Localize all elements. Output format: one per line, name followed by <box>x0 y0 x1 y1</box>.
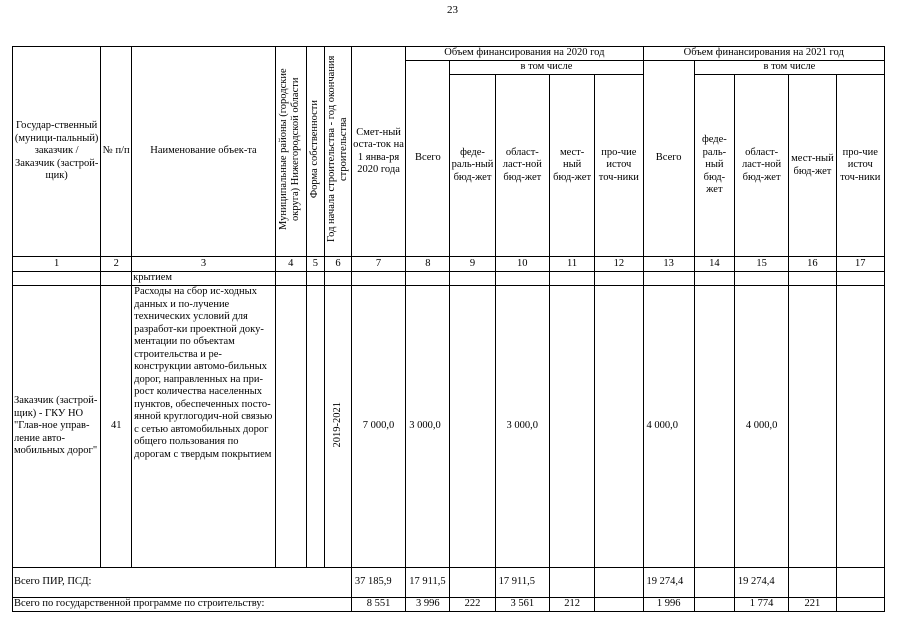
header-other-2021: про-чие источ точ-ники <box>836 75 884 257</box>
header-local-2020: мест-ный бюд-жет <box>550 75 595 257</box>
header-fin-2020: Объем финансирования на 2020 год <box>406 47 643 61</box>
total-pir-regional-2020: 17 911,5 <box>495 568 549 598</box>
header-including-2020: в том числе <box>450 61 643 75</box>
col-number: 16 <box>789 257 836 272</box>
col-number: 3 <box>132 257 276 272</box>
header-including-2021: в том числе <box>694 61 884 75</box>
col-number: 7 <box>351 257 405 272</box>
row-41-regional-2021: 4 000,0 <box>734 286 788 568</box>
page-number: 23 <box>447 4 458 16</box>
total-program-row <box>13 598 885 612</box>
col-number: 5 <box>306 257 324 272</box>
header-customer: Государ-ственный (муници-пальный) заказчик / Заказчик (застрой-щик) <box>13 47 101 257</box>
col-number: 17 <box>836 257 884 272</box>
table-row <box>13 286 885 568</box>
header-local-2021: мест-ный бюд-жет <box>789 75 836 257</box>
col-number: 6 <box>325 257 352 272</box>
total-program-local-2021: 221 <box>789 598 836 612</box>
col-number: 2 <box>101 257 132 272</box>
header-total-2020: Всего <box>406 61 450 257</box>
col-number: 8 <box>406 257 450 272</box>
total-pir-total-2021: 19 274,4 <box>643 568 694 598</box>
total-pir-balance: 37 185,9 <box>351 568 405 598</box>
row-41-total-2020: 3 000,0 <box>406 286 450 568</box>
total-program-balance: 8 551 <box>351 598 405 612</box>
row-41-name: Расходы на сбор ис-ходных данных и по-лучение технических условий для разработ-ки проектной доку-ментации по объектам строительства и ре-конструкции автомо-бильных дорог, направленных на при-рост количества населенных пунктов, обеспеченных посто-янной круглогодич-ной связью с сетью автомобильных дорог общего пользования по дорогам с твердым покрытием <box>132 286 276 568</box>
header-total-2021: Всего <box>643 61 694 257</box>
header-name: Наименование объек-та <box>132 47 276 257</box>
header-district: Муниципальные районы (городские округа) Нижегородской области <box>275 47 306 257</box>
col-number: 14 <box>694 257 734 272</box>
total-program-total-2021: 1 996 <box>643 598 694 612</box>
col-number: 11 <box>550 257 595 272</box>
header-federal-2021: феде-раль-ный бюд-жет <box>694 75 734 257</box>
col-number: 4 <box>275 257 306 272</box>
total-program-label: Всего по государственной программе по строительству: <box>13 598 352 612</box>
header-federal-2020: феде-раль-ный бюд-жет <box>450 75 495 257</box>
header-row-1 <box>13 47 885 61</box>
col-number: 1 <box>13 257 101 272</box>
row-41-total-2021: 4 000,0 <box>643 286 694 568</box>
row-41-years: 2019-2021 <box>325 286 352 568</box>
total-program-regional-2020: 3 561 <box>495 598 549 612</box>
row-41-balance: 7 000,0 <box>351 286 405 568</box>
total-pir-row <box>13 568 885 598</box>
total-program-federal-2020: 222 <box>450 598 495 612</box>
header-ownership: Форма собственности <box>306 47 324 257</box>
header-fin-2021: Объем финансирования на 2021 год <box>643 47 885 61</box>
total-pir-regional-2021: 19 274,4 <box>734 568 788 598</box>
header-other-2020: про-чие источ точ-ники <box>595 75 643 257</box>
total-program-regional-2021: 1 774 <box>734 598 788 612</box>
col-number: 9 <box>450 257 495 272</box>
total-program-total-2020: 3 996 <box>406 598 450 612</box>
row-41-number: 41 <box>101 286 132 568</box>
carry-over-row <box>13 272 885 286</box>
header-regional-2020: област-ласт-ной бюд-жет <box>495 75 549 257</box>
col-number: 12 <box>595 257 643 272</box>
row-41-customer: Заказчик (застрой-щик) - ГКУ НО "Глав-ное управ-ление авто-мобильных дорог" <box>13 286 101 568</box>
header-no: № п/п <box>101 47 132 257</box>
column-number-row <box>13 257 885 272</box>
header-balance: Смет-ный оста-ток на 1 янва-ря 2020 года <box>351 47 405 257</box>
col-number: 13 <box>643 257 694 272</box>
carry-over-text: крытием <box>132 272 276 286</box>
total-pir-total-2020: 17 911,5 <box>406 568 450 598</box>
header-years: Год начала строительства - год окончания строительства <box>325 47 352 257</box>
total-pir-label: Всего ПИР, ПСД: <box>13 568 352 598</box>
financing-table <box>12 46 885 612</box>
col-number: 10 <box>495 257 549 272</box>
header-regional-2021: област-ласт-ной бюд-жет <box>734 75 788 257</box>
row-41-regional-2020: 3 000,0 <box>495 286 549 568</box>
col-number: 15 <box>734 257 788 272</box>
total-program-local-2020: 212 <box>550 598 595 612</box>
